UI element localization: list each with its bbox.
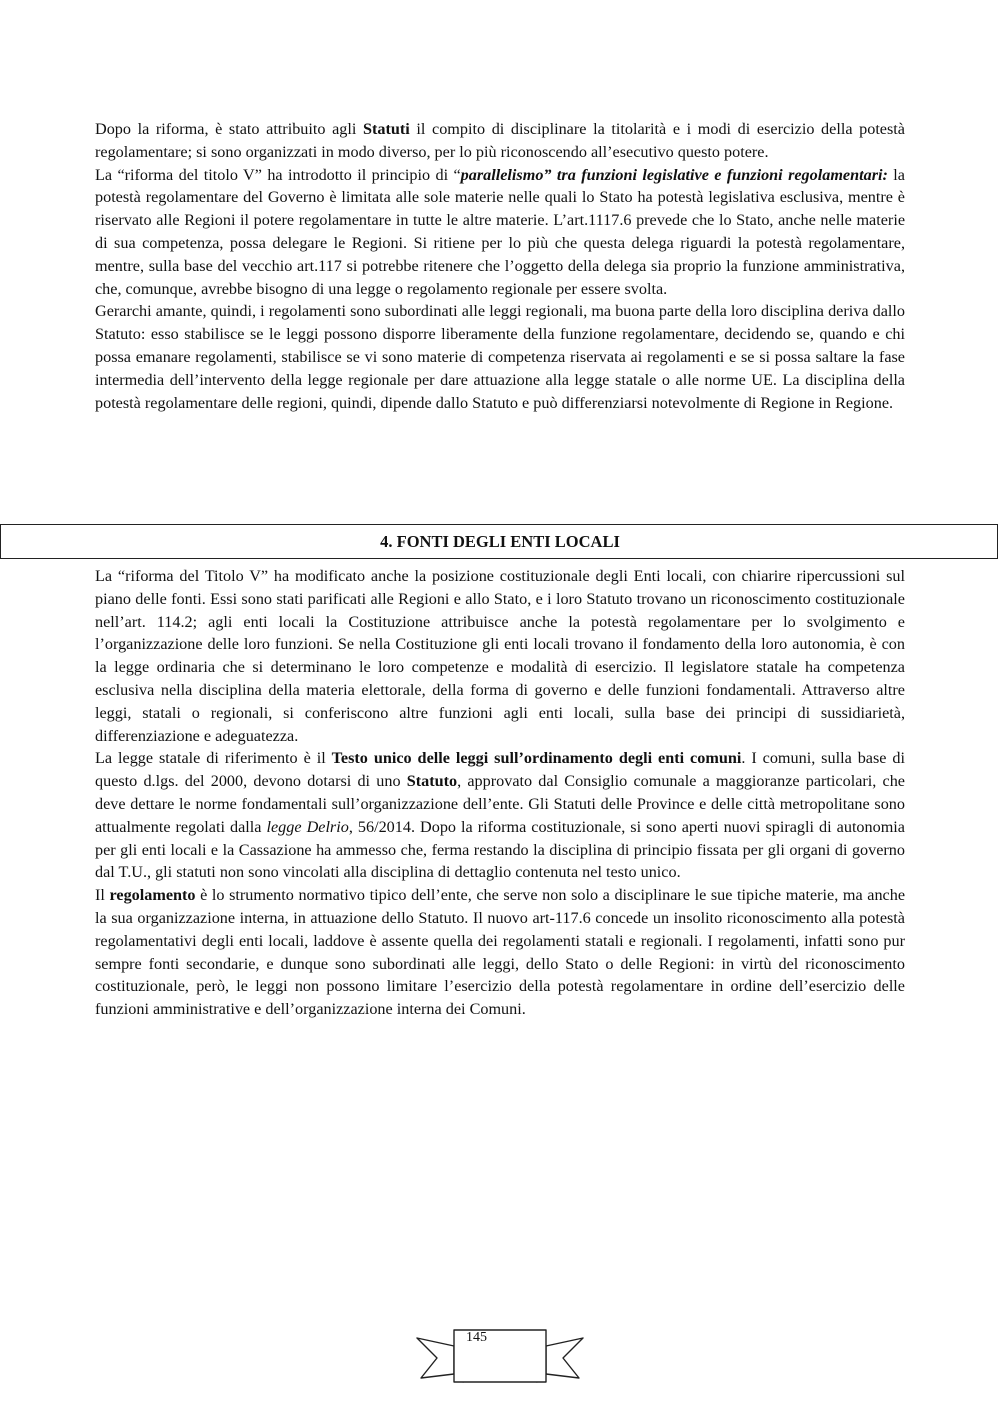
section-heading: 4. FONTI DEGLI ENTI LOCALI <box>380 532 620 551</box>
text-run: parallelismo” tra funzioni legislative e funzioni regolamentari: <box>460 165 888 184</box>
text-run: la potestà regolamentare del Governo è limitata alle sole materie nelle quali lo Stato ha potestà legislativa esclusiva, mentre è riservato alle Regioni il potere regolamentare in tutte le altre materie. L’art.1117.6 prevede che lo Stato, anche nelle materie di sua competenza, possa delegare le Regioni. Si ritiene per lo più che questa delega riguardi la potestà regolamentare, mentre, sulla base del vecchio art.117 si potrebbe ritenere che l’oggetto della delega sia proprio la funzione amministrativa, che, comunque, avrebbe bisogno di una legge o regolamento regionale per essere svolta. <box>95 165 905 298</box>
scroll-banner-ornament <box>415 1316 585 1396</box>
page-number: 145 <box>466 1330 487 1345</box>
text-run: il compito di disciplinare la titolarità e i modi di esercizio della potestà regolamentare; si sono organizzati in modo diverso, per lo più riconoscendo all’esecutivo questo potere. <box>95 120 905 161</box>
text-run: La “riforma del titolo V” ha introdotto il principio di “ <box>95 165 461 184</box>
text-run: Statuti <box>363 120 410 138</box>
text-run: , 56/2014. Dopo la riforma costituzionale, si sono aperti nuovi spiragli di autonomia per gli enti locali e la Cassazione ha ammesso che, ferma restando la disciplina di principio fissata per gli organi di governo dal T.U., gli statuti non sono vincolati alla disciplina di dettaglio contenuta nel testo unico. <box>95 817 905 882</box>
text-run: Il <box>95 886 110 905</box>
text-run: Testo unico delle leggi sull’ordinamento degli enti comuni <box>331 749 742 768</box>
text-run: , approvato dal Consiglio comunale a maggioranze particolari, che deve dettare le norme fondamentali sull’organizzazione dell’ente. Gli Statuti delle Province e delle città metropolitane sono attualmente regolati dalla <box>95 772 905 836</box>
text-run: legge Delrio <box>266 817 349 836</box>
text-run: La “riforma del Titolo V” ha modificato anche la posizione costituzionale degli Enti locali, con chiarire ripercussioni sul piano delle fonti. Essi sono stati parificati alle Regioni e allo Stato, e i loro Statuto trovano un riconoscimento costituzionale nell’art. 114.2; agli enti locali la Costituzione attribuisce anche la potestà regolamentare per lo svolgimento e l’organizzazione delle loro funzioni. Se nella Costituzione gli enti locali trovano il fondamento della loro autonomia, è con la legge ordinaria che si determinano le loro competenze e modalità di esercizio. Il legislatore statale ha competenza esclusiva nella disciplina della materia elettorale, della forma di governo e delle funzioni fondamentali. Attraverso altre leggi, statali o regionali, si conferiscono altre funzioni agli enti locali, sulla base dei principi di sussidiarietà, differenziazione e adeguatezza. <box>95 567 905 745</box>
paragraph <box>95 118 905 164</box>
paragraph <box>95 300 905 414</box>
text-run: Statuto <box>406 772 458 791</box>
paragraph <box>95 164 905 301</box>
text-run: è lo strumento normativo tipico dell’ente, che serve non solo a disciplinare le sue tipiche materie, ma anche la sua organizzazione interna, in attuazione dello Statuto. Il nuovo art-117.6 concede un insolito riconoscimento alla potestà regolamentativi degli enti locali, laddove è assente quella dei regolamenti statali e regionali. I regolamenti, infatti sono pur sempre fonti secondarie, e dunque sono subordinati alle leggi, dello Stato o delle Regioni: in virtù del riconoscimento costituzionale, però, le leggi non possono limitare l’esercizio della potestà regolamentare in ordine dell’esercizio delle funzioni amministrative e dell’organizzazione interna dei Comuni. <box>95 886 906 1019</box>
paragraph <box>95 565 905 747</box>
text-run: . I comuni, sulla base di questo d.lgs. del 2000, devono dotarsi di uno <box>95 749 905 791</box>
paragraph <box>95 884 905 1021</box>
text-run: Gerarchi amante, quindi, i regolamenti sono subordinati alle leggi regionali, ma buona parte della loro disciplina deriva dallo Statuto: esso stabilisce se le leggi possono disporre liberamente della funzione regolamentare, decidendo se, quando e chi possa emanare regolamenti, stabilisce se vi sono materie di competenza riservata ai regolamenti e se si possa saltare la fase intermedia dell’intervento della legge regionale per dare attuazione alla legge statale o alle norme UE. La disciplina della potestà regolamentare delle regioni, quindi, dipende dallo Statuto e può differenziarsi notevolmente di Regione in Regione. <box>95 302 905 412</box>
text-run: La legge statale di riferimento è il <box>95 749 332 768</box>
paragraph <box>95 747 905 884</box>
text-run: Dopo la riforma, è stato attribuito agli <box>95 120 363 138</box>
body-text-top <box>95 118 905 414</box>
text-run: regolamento <box>109 886 196 905</box>
body-text-enti-locali <box>95 565 905 1021</box>
